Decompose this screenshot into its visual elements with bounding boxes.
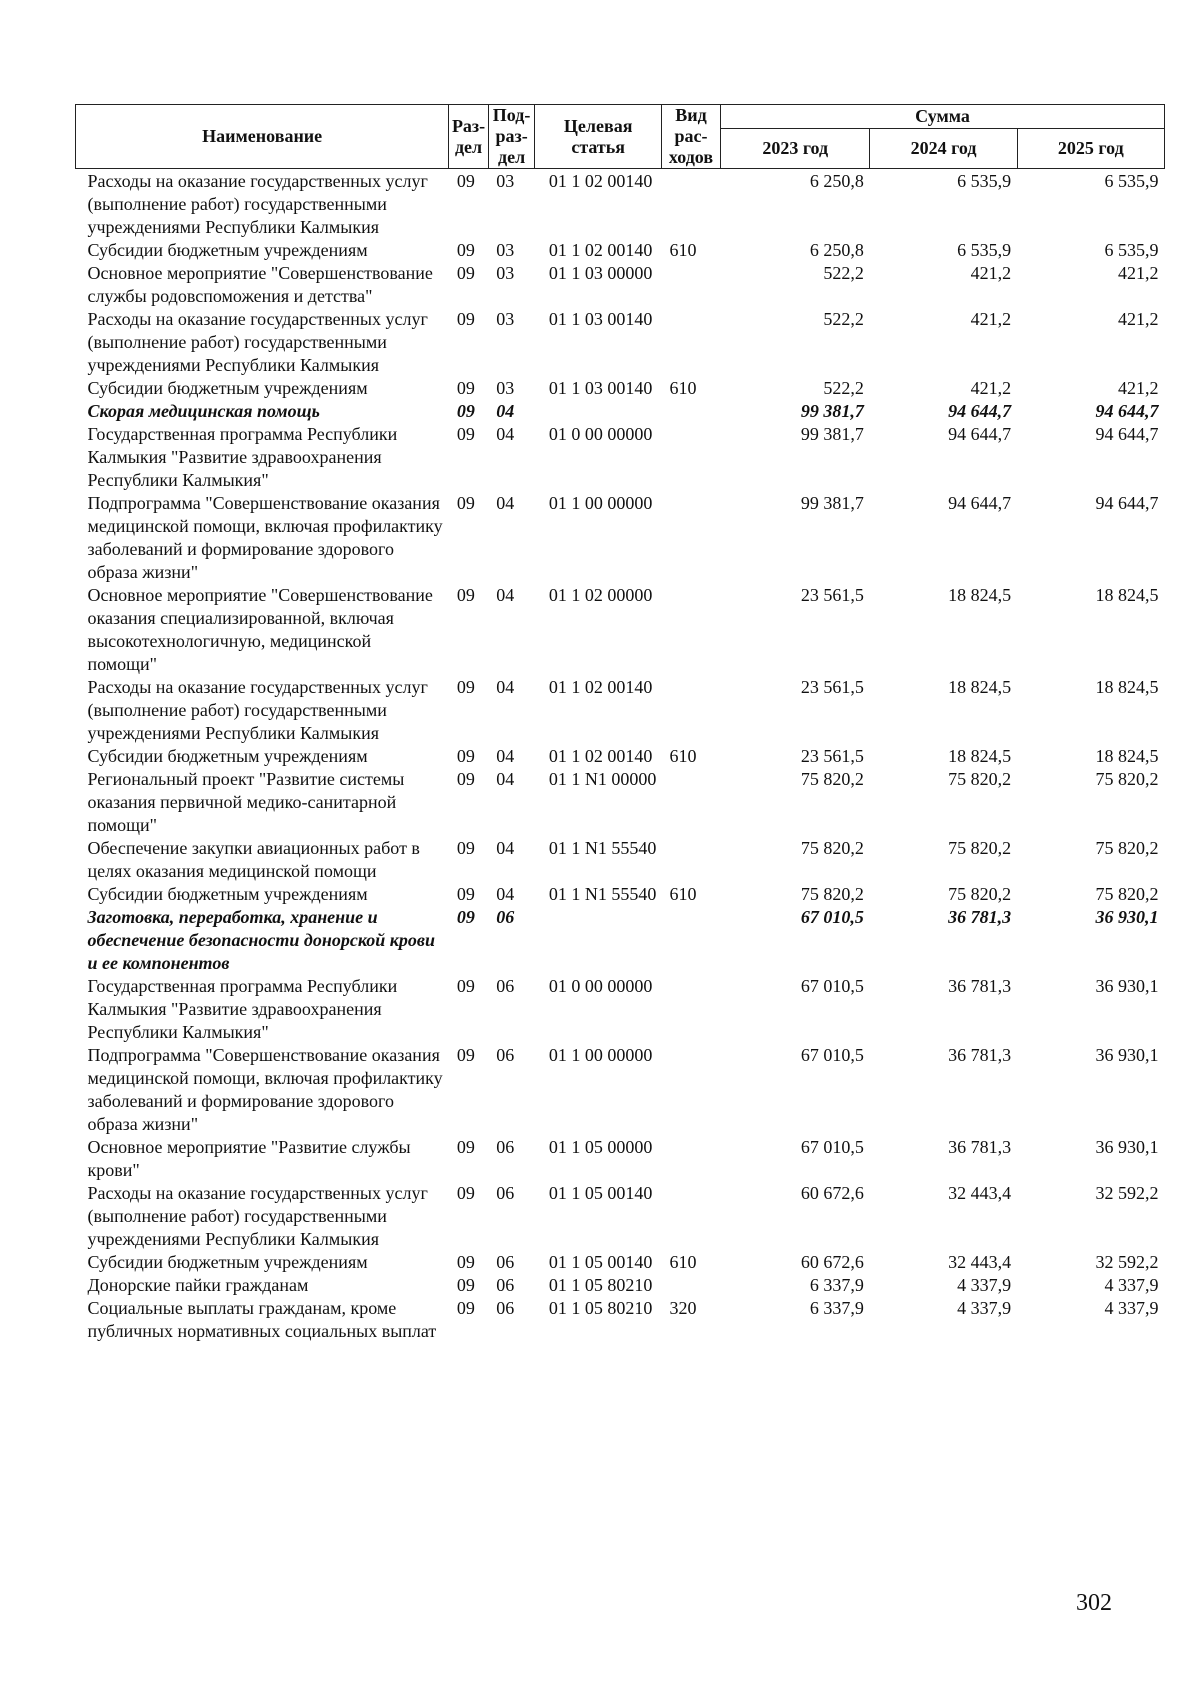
row-podrazdel: 06 <box>496 1298 515 1318</box>
row-podrazdel: 06 <box>496 1137 515 1157</box>
row-vid-raskhodov <box>661 837 720 883</box>
row-podrazdel: 06 <box>496 1183 515 1203</box>
row-podrazdel: 06 <box>496 1045 515 1065</box>
row-sum-2025: 75 820,2 <box>1095 884 1159 904</box>
row-sum-2025: 94 644,7 <box>1095 424 1159 444</box>
row-sum-2025: 421,2 <box>1118 263 1159 283</box>
row-celevaya-statya: 01 1 03 00140 <box>548 378 653 398</box>
row-name: Субсидии бюджетным учреждениям <box>87 378 368 398</box>
row-vid-raskhodov <box>661 1136 720 1182</box>
row-razdel: 09 <box>456 401 475 421</box>
row-vid-raskhodov <box>661 768 720 837</box>
row-celevaya-statya: 01 1 02 00000 <box>548 585 653 605</box>
row-sum-2023: 67 010,5 <box>800 907 864 927</box>
row-sum-2024: 32 443,4 <box>948 1183 1012 1203</box>
row-podrazdel: 03 <box>496 378 515 398</box>
row-name: Государственная программа Республики Калмыкия "Развитие здравоохранения Республики Калмыкия" <box>87 976 398 1042</box>
row-razdel: 09 <box>456 907 475 927</box>
row-sum-2023: 6 337,9 <box>809 1298 864 1318</box>
row-podrazdel: 03 <box>496 309 515 329</box>
row-razdel: 09 <box>456 585 475 605</box>
row-sum-2024: 36 781,3 <box>948 976 1012 996</box>
row-name: Подпрограмма "Совершенствование оказания медицинской помощи, включая профилактику заболеваний и формирование здорового образа жизни" <box>87 1045 443 1134</box>
row-podrazdel: 04 <box>496 838 515 858</box>
row-celevaya-statya: 01 1 05 80210 <box>548 1298 653 1318</box>
row-sum-2025: 4 337,9 <box>1104 1275 1159 1295</box>
row-sum-2024: 94 644,7 <box>948 424 1012 444</box>
row-name: Расходы на оказание государственных услуг (выполнение работ) государственными учреждениями Республики Калмыкия <box>87 171 428 237</box>
table-row <box>76 1251 1165 1274</box>
row-podrazdel: 03 <box>496 171 515 191</box>
row-sum-2024: 94 644,7 <box>948 493 1012 513</box>
row-razdel: 09 <box>456 1137 475 1157</box>
row-celevaya-statya: 01 0 00 00000 <box>548 976 653 996</box>
row-sum-2025: 32 592,2 <box>1095 1252 1159 1272</box>
row-sum-2024: 4 337,9 <box>957 1275 1012 1295</box>
budget-table <box>75 104 1165 1343</box>
row-sum-2025: 32 592,2 <box>1095 1183 1159 1203</box>
row-sum-2024: 36 781,3 <box>948 1045 1012 1065</box>
row-razdel: 09 <box>456 838 475 858</box>
row-sum-2023: 522,2 <box>823 309 864 329</box>
row-sum-2023: 6 250,8 <box>809 171 864 191</box>
row-razdel: 09 <box>456 171 475 191</box>
row-sum-2023: 99 381,7 <box>800 401 864 421</box>
row-sum-2025: 18 824,5 <box>1095 746 1159 766</box>
row-razdel: 09 <box>456 240 475 260</box>
row-razdel: 09 <box>456 309 475 329</box>
row-sum-2025: 4 337,9 <box>1104 1298 1159 1318</box>
row-sum-2024: 36 781,3 <box>948 1137 1012 1157</box>
row-podrazdel: 04 <box>496 401 515 421</box>
row-razdel: 09 <box>456 1183 475 1203</box>
row-podrazdel: 06 <box>496 907 515 927</box>
header-razdel: Раз-дел <box>449 105 488 169</box>
table-row <box>76 745 1165 768</box>
row-name: Государственная программа Республики Калмыкия "Развитие здравоохранения Республики Калмыкия" <box>87 424 398 490</box>
table-row <box>76 1297 1165 1343</box>
row-podrazdel: 04 <box>496 585 515 605</box>
row-sum-2025: 6 535,9 <box>1104 240 1159 260</box>
row-celevaya-statya: 01 1 N1 00000 <box>548 769 657 789</box>
row-sum-2025: 75 820,2 <box>1095 838 1159 858</box>
row-celevaya-statya <box>535 906 662 975</box>
row-vid-raskhodov: 610 <box>669 240 697 260</box>
row-podrazdel: 06 <box>496 1275 515 1295</box>
row-vid-raskhodov <box>661 906 720 975</box>
table-row <box>76 492 1165 584</box>
row-vid-raskhodov <box>661 676 720 745</box>
row-name: Основное мероприятие "Развитие службы крови" <box>87 1137 411 1180</box>
row-name: Расходы на оказание государственных услуг (выполнение работ) государственными учреждениями Республики Калмыкия <box>87 309 428 375</box>
header-vid: Вид рас-ходов <box>661 105 720 169</box>
row-sum-2025: 36 930,1 <box>1095 1045 1159 1065</box>
row-podrazdel: 04 <box>496 493 515 513</box>
header-podrazdel: Под-раз-дел <box>488 105 535 169</box>
row-razdel: 09 <box>456 424 475 444</box>
table-row <box>76 1044 1165 1136</box>
row-vid-raskhodov: 610 <box>669 378 697 398</box>
row-razdel: 09 <box>456 378 475 398</box>
row-vid-raskhodov: 610 <box>669 746 697 766</box>
table-body <box>76 169 1165 1344</box>
row-name: Скорая медицинская помощь <box>87 401 320 421</box>
row-razdel: 09 <box>456 769 475 789</box>
row-name: Социальные выплаты гражданам, кроме публичных нормативных социальных выплат <box>87 1298 437 1341</box>
header-summa: Сумма <box>721 105 1165 129</box>
row-celevaya-statya: 01 1 02 00140 <box>548 677 653 697</box>
row-celevaya-statya: 01 1 03 00140 <box>548 309 653 329</box>
row-vid-raskhodov <box>661 262 720 308</box>
table-row <box>76 837 1165 883</box>
row-name: Субсидии бюджетным учреждениям <box>87 884 368 904</box>
row-vid-raskhodov <box>661 584 720 676</box>
row-sum-2025: 36 930,1 <box>1095 976 1159 996</box>
row-celevaya-statya: 01 1 03 00000 <box>548 263 653 283</box>
row-razdel: 09 <box>456 884 475 904</box>
row-vid-raskhodov <box>661 169 720 240</box>
row-sum-2023: 6 337,9 <box>809 1275 864 1295</box>
row-vid-raskhodov <box>661 308 720 377</box>
row-name: Расходы на оказание государственных услуг (выполнение работ) государственными учреждениями Республики Калмыкия <box>87 677 428 743</box>
row-celevaya-statya: 01 1 05 80210 <box>548 1275 653 1295</box>
row-sum-2025: 421,2 <box>1118 378 1159 398</box>
row-sum-2023: 99 381,7 <box>800 493 864 513</box>
row-razdel: 09 <box>456 493 475 513</box>
row-name: Региональный проект "Развитие системы оказания первичной медико-санитарной помощи" <box>87 769 405 835</box>
row-sum-2024: 18 824,5 <box>948 585 1012 605</box>
row-name: Субсидии бюджетным учреждениям <box>87 240 368 260</box>
row-sum-2025: 18 824,5 <box>1095 677 1159 697</box>
row-name: Обеспечение закупки авиационных работ в целях оказания медицинской помощи <box>87 838 420 881</box>
row-name: Субсидии бюджетным учреждениям <box>87 1252 368 1272</box>
row-sum-2024: 32 443,4 <box>948 1252 1012 1272</box>
row-sum-2024: 75 820,2 <box>948 884 1012 904</box>
table-row <box>76 262 1165 308</box>
row-vid-raskhodov <box>661 975 720 1044</box>
header-celevaya: Целевая статья <box>535 105 662 169</box>
table-row <box>76 1136 1165 1182</box>
row-celevaya-statya: 01 1 02 00140 <box>548 746 653 766</box>
table-row <box>76 1182 1165 1251</box>
row-sum-2025: 94 644,7 <box>1095 493 1159 513</box>
table-row <box>76 239 1165 262</box>
row-razdel: 09 <box>456 1252 475 1272</box>
row-name: Донорские пайки гражданам <box>87 1275 309 1295</box>
section-row <box>76 906 1165 975</box>
row-name: Основное мероприятие "Совершенствование оказания специализированной, включая высокотехнологичную, медицинской помощи" <box>87 585 433 674</box>
row-sum-2024: 75 820,2 <box>948 769 1012 789</box>
row-podrazdel: 06 <box>496 1252 515 1272</box>
row-sum-2023: 60 672,6 <box>800 1252 864 1272</box>
table-header <box>76 105 1165 169</box>
row-vid-raskhodov <box>661 492 720 584</box>
row-vid-raskhodov <box>661 423 720 492</box>
row-vid-raskhodov: 320 <box>669 1298 697 1318</box>
row-vid-raskhodov <box>661 1044 720 1136</box>
row-sum-2023: 23 561,5 <box>800 746 864 766</box>
row-razdel: 09 <box>456 746 475 766</box>
row-podrazdel: 04 <box>496 424 515 444</box>
row-sum-2023: 67 010,5 <box>800 976 864 996</box>
row-sum-2024: 421,2 <box>970 263 1012 283</box>
row-celevaya-statya: 01 1 05 00140 <box>548 1252 653 1272</box>
table-row <box>76 676 1165 745</box>
row-sum-2023: 23 561,5 <box>800 585 864 605</box>
row-sum-2025: 421,2 <box>1118 309 1159 329</box>
table-row <box>76 169 1165 240</box>
row-celevaya-statya: 01 1 N1 55540 <box>548 838 657 858</box>
row-celevaya-statya: 01 0 00 00000 <box>548 424 653 444</box>
row-podrazdel: 03 <box>496 263 515 283</box>
header-name: Наименование <box>76 105 449 169</box>
table-row <box>76 883 1165 906</box>
row-sum-2023: 67 010,5 <box>800 1137 864 1157</box>
row-celevaya-statya: 01 1 00 00000 <box>548 1045 653 1065</box>
row-razdel: 09 <box>456 677 475 697</box>
row-sum-2024: 75 820,2 <box>948 838 1012 858</box>
row-sum-2023: 67 010,5 <box>800 1045 864 1065</box>
row-sum-2023: 23 561,5 <box>800 677 864 697</box>
row-sum-2024: 36 781,3 <box>948 907 1012 927</box>
row-celevaya-statya: 01 1 02 00140 <box>548 240 653 260</box>
row-vid-raskhodov: 610 <box>669 1252 697 1272</box>
row-podrazdel: 04 <box>496 746 515 766</box>
page-number: 302 <box>1076 1590 1112 1616</box>
row-sum-2023: 75 820,2 <box>800 884 864 904</box>
row-sum-2024: 4 337,9 <box>957 1298 1012 1318</box>
row-razdel: 09 <box>456 1298 475 1318</box>
row-sum-2024: 421,2 <box>970 309 1012 329</box>
row-vid-raskhodov <box>661 1274 720 1297</box>
row-sum-2024: 6 535,9 <box>957 171 1012 191</box>
row-sum-2025: 36 930,1 <box>1095 1137 1159 1157</box>
row-podrazdel: 04 <box>496 677 515 697</box>
row-razdel: 09 <box>456 1045 475 1065</box>
row-podrazdel: 06 <box>496 976 515 996</box>
table-row <box>76 1274 1165 1297</box>
row-sum-2023: 522,2 <box>823 263 864 283</box>
row-sum-2025: 36 930,1 <box>1095 907 1159 927</box>
row-name: Субсидии бюджетным учреждениям <box>87 746 368 766</box>
row-sum-2024: 94 644,7 <box>948 401 1012 421</box>
row-vid-raskhodov <box>661 1182 720 1251</box>
row-sum-2024: 18 824,5 <box>948 677 1012 697</box>
table-row <box>76 377 1165 400</box>
row-podrazdel: 03 <box>496 240 515 260</box>
budget-table-container <box>75 104 1165 1343</box>
row-celevaya-statya: 01 1 02 00140 <box>548 171 653 191</box>
header-2023: 2023 год <box>721 128 870 168</box>
row-sum-2023: 522,2 <box>823 378 864 398</box>
row-podrazdel: 04 <box>496 769 515 789</box>
row-sum-2025: 94 644,7 <box>1095 401 1159 421</box>
table-row <box>76 768 1165 837</box>
row-razdel: 09 <box>456 976 475 996</box>
header-2025: 2025 год <box>1017 128 1164 168</box>
table-row <box>76 584 1165 676</box>
table-row <box>76 423 1165 492</box>
row-sum-2023: 99 381,7 <box>800 424 864 444</box>
row-name: Основное мероприятие "Совершенствование службы родовспоможения и детства" <box>87 263 433 306</box>
row-celevaya-statya: 01 1 N1 55540 <box>548 884 657 904</box>
row-sum-2023: 6 250,8 <box>809 240 864 260</box>
row-sum-2023: 75 820,2 <box>800 838 864 858</box>
row-sum-2025: 18 824,5 <box>1095 585 1159 605</box>
row-sum-2025: 75 820,2 <box>1095 769 1159 789</box>
row-name: Расходы на оказание государственных услуг (выполнение работ) государственными учреждениями Республики Калмыкия <box>87 1183 428 1249</box>
row-sum-2025: 6 535,9 <box>1104 171 1159 191</box>
row-razdel: 09 <box>456 263 475 283</box>
row-sum-2024: 18 824,5 <box>948 746 1012 766</box>
row-razdel: 09 <box>456 1275 475 1295</box>
row-sum-2024: 6 535,9 <box>957 240 1012 260</box>
row-celevaya-statya <box>535 400 662 423</box>
table-row <box>76 975 1165 1044</box>
row-celevaya-statya: 01 1 00 00000 <box>548 493 653 513</box>
row-vid-raskhodov: 610 <box>669 884 697 904</box>
row-vid-raskhodov <box>661 400 720 423</box>
row-podrazdel: 04 <box>496 884 515 904</box>
row-sum-2023: 75 820,2 <box>800 769 864 789</box>
row-celevaya-statya: 01 1 05 00000 <box>548 1137 653 1157</box>
header-2024: 2024 год <box>870 128 1017 168</box>
row-name: Подпрограмма "Совершенствование оказания медицинской помощи, включая профилактику заболеваний и формирование здорового образа жизни" <box>87 493 443 582</box>
section-row <box>76 400 1165 423</box>
row-name: Заготовка, переработка, хранение и обеспечение безопасности донорской крови и ее компонентов <box>87 907 435 973</box>
row-sum-2024: 421,2 <box>970 378 1012 398</box>
row-sum-2023: 60 672,6 <box>800 1183 864 1203</box>
table-row <box>76 308 1165 377</box>
row-celevaya-statya: 01 1 05 00140 <box>548 1183 653 1203</box>
